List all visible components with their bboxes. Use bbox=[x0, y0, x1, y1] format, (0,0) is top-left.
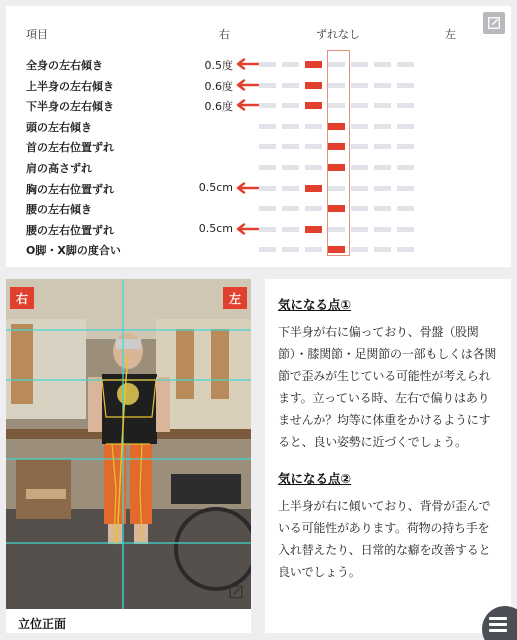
scale-segment bbox=[305, 206, 322, 211]
left-arrow-icon bbox=[235, 79, 259, 91]
deviation-marker bbox=[305, 61, 322, 68]
scale-segment bbox=[282, 144, 299, 149]
scale-segment bbox=[374, 186, 391, 191]
row-value: 0.5cm bbox=[198, 180, 233, 194]
scale-segment bbox=[305, 247, 322, 252]
scale-segment bbox=[259, 144, 276, 149]
left-arrow-icon bbox=[235, 182, 259, 194]
scale-segment bbox=[374, 144, 391, 149]
scale-segment bbox=[351, 227, 368, 232]
photo-card bbox=[6, 279, 251, 633]
scale-segment bbox=[282, 206, 299, 211]
row-label: 肩の高さずれ bbox=[26, 162, 92, 175]
scale-segment bbox=[397, 62, 414, 67]
deviation-row bbox=[6, 178, 511, 198]
scale-segment bbox=[397, 206, 414, 211]
scale-segment bbox=[351, 124, 368, 129]
row-value: 0.6度 bbox=[204, 100, 233, 114]
scale-segment bbox=[259, 186, 276, 191]
concern-points-card bbox=[265, 279, 511, 633]
scale-segment bbox=[351, 186, 368, 191]
scale-segment bbox=[259, 227, 276, 232]
scale-segment bbox=[397, 144, 414, 149]
deviation-row bbox=[6, 198, 511, 218]
left-arrow-icon bbox=[235, 99, 259, 111]
column-header-center: ずれなし bbox=[316, 28, 360, 41]
column-header-right: 右 bbox=[219, 28, 230, 41]
scale-segment bbox=[305, 124, 322, 129]
scale-segment bbox=[282, 247, 299, 252]
scale-segment bbox=[259, 62, 276, 67]
scale-segment bbox=[374, 83, 391, 88]
deviation-row bbox=[6, 54, 511, 74]
scale-segment bbox=[282, 124, 299, 129]
concern-point-1-body: 下半身が右に偏っており、骨盤（股関節）・膝関節・足関節の一部もしくは各関節で歪みが生じている可能性が考えられます。立っている時、左右で偏りはありませんか？均等に体重をかけるようにすると、良い姿勢に近づくでしょう。 bbox=[278, 325, 497, 449]
deviation-marker bbox=[305, 226, 322, 233]
scale-segment bbox=[397, 124, 414, 129]
scale-segment bbox=[282, 83, 299, 88]
scale-segment bbox=[305, 165, 322, 170]
scale-segment bbox=[397, 186, 414, 191]
scale-segment bbox=[397, 103, 414, 108]
concern-point-2-title: 気になる点② bbox=[278, 471, 352, 486]
scale-segment bbox=[374, 62, 391, 67]
row-value: 0.6度 bbox=[204, 79, 233, 93]
deviation-row bbox=[6, 157, 511, 177]
posture-photo[interactable] bbox=[6, 279, 251, 609]
left-arrow-icon bbox=[235, 58, 259, 70]
scale-segment bbox=[397, 227, 414, 232]
scale-segment bbox=[259, 165, 276, 170]
concern-point-1-title: 気になる点① bbox=[278, 297, 352, 312]
scale-segment bbox=[374, 124, 391, 129]
column-header-item: 項目 bbox=[26, 28, 48, 41]
row-label: O脚・X脚の度合い bbox=[26, 244, 121, 258]
row-label: 下半身の左右傾き bbox=[26, 100, 114, 114]
row-label: 首の左右位置ずれ bbox=[26, 141, 114, 155]
row-label: 胸の左右位置ずれ bbox=[26, 182, 114, 196]
posture-deviation-card bbox=[6, 6, 511, 267]
scale-segment bbox=[282, 186, 299, 191]
scale-segment bbox=[397, 83, 414, 88]
row-value: 0.5cm bbox=[198, 221, 233, 235]
scale-segment bbox=[282, 165, 299, 170]
scale-segment bbox=[259, 247, 276, 252]
photo-caption: 立位正面 bbox=[18, 617, 67, 631]
left-arrow-icon bbox=[235, 223, 259, 235]
scale-segment bbox=[374, 165, 391, 170]
scale-segment bbox=[282, 62, 299, 67]
scale-segment bbox=[259, 124, 276, 129]
deviation-row bbox=[6, 219, 511, 239]
scale-segment bbox=[397, 247, 414, 252]
deviation-marker bbox=[305, 185, 322, 192]
scale-segment bbox=[351, 62, 368, 67]
scale-segment bbox=[351, 103, 368, 108]
photo-edit-icon[interactable] bbox=[227, 583, 245, 601]
scale-segment bbox=[282, 103, 299, 108]
scale-segment bbox=[374, 206, 391, 211]
scale-segment bbox=[282, 227, 299, 232]
tag-right: 右 bbox=[10, 287, 34, 309]
scale-segment bbox=[374, 247, 391, 252]
deviation-row bbox=[6, 95, 511, 115]
deviation-row bbox=[6, 239, 511, 259]
scale-segment bbox=[351, 247, 368, 252]
concern-point-2-body: 上半身が右に傾いており、背骨が歪んでいる可能性があります。荷物の持ち手を入れ替えたり、日常的な癖を改善すると良いでしょう。 bbox=[278, 499, 491, 579]
deviation-marker bbox=[305, 82, 322, 89]
scale-segment bbox=[374, 227, 391, 232]
scale-segment bbox=[374, 103, 391, 108]
column-header-left: 左 bbox=[445, 28, 456, 41]
edit-icon[interactable] bbox=[483, 12, 505, 34]
scale-segment bbox=[351, 206, 368, 211]
scale-segment bbox=[259, 83, 276, 88]
scale-segment bbox=[351, 144, 368, 149]
scale-segment bbox=[305, 144, 322, 149]
scale-segment bbox=[259, 103, 276, 108]
deviation-row bbox=[6, 136, 511, 156]
scale-segment bbox=[397, 165, 414, 170]
row-label: 上半身の左右傾き bbox=[26, 79, 114, 93]
deviation-row bbox=[6, 75, 511, 95]
row-value: 0.5度 bbox=[204, 59, 233, 72]
tag-left: 左 bbox=[223, 287, 247, 309]
row-label: 腰の左右位置ずれ bbox=[26, 223, 114, 237]
scale-segment bbox=[351, 165, 368, 170]
row-label: 頭の左右傾き bbox=[26, 120, 92, 134]
center-frame bbox=[327, 50, 350, 256]
scale-segment bbox=[259, 206, 276, 211]
menu-icon bbox=[489, 614, 507, 635]
row-label: 腰の左右傾き bbox=[26, 203, 92, 217]
scale-segment bbox=[351, 83, 368, 88]
row-label: 全身の左右傾き bbox=[26, 59, 103, 72]
deviation-marker bbox=[305, 102, 322, 109]
deviation-row bbox=[6, 116, 511, 136]
